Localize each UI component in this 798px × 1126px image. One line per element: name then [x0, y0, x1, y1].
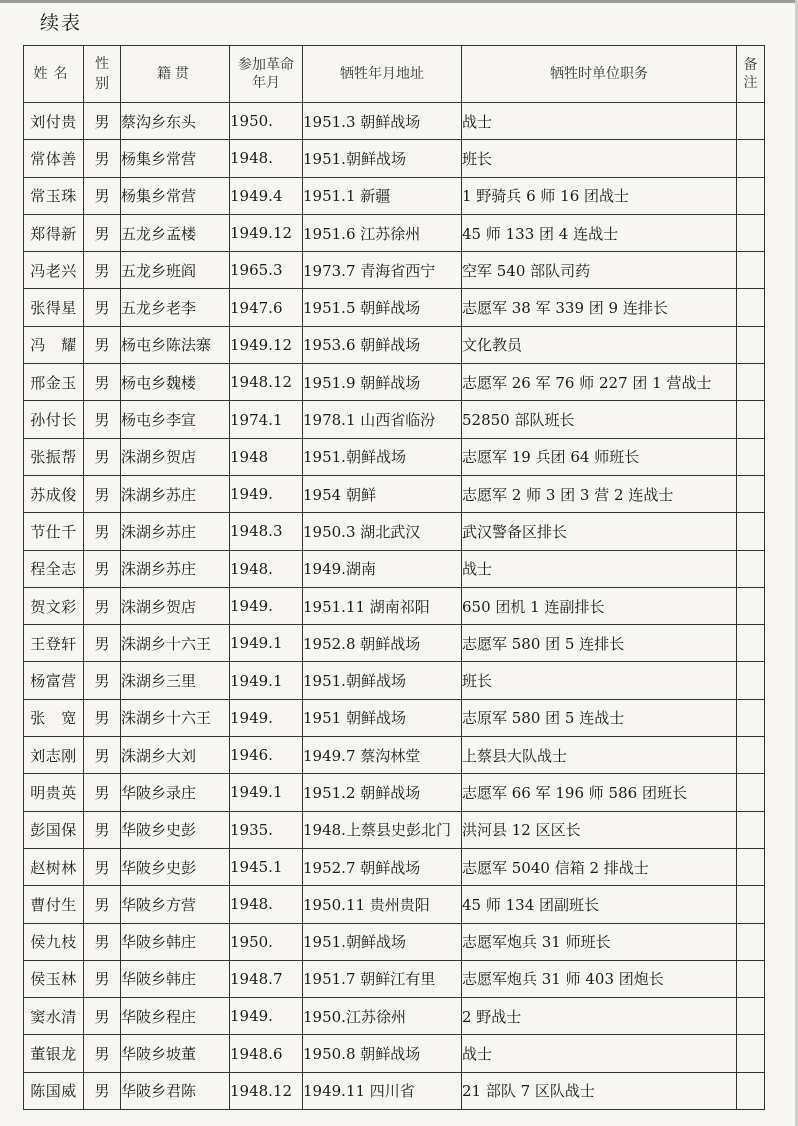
origin-cell: 洙湖乡苏庄 [121, 475, 230, 512]
name-cell: 明贵英 [24, 774, 84, 811]
note-cell [737, 438, 765, 475]
table-row [24, 960, 765, 997]
origin-cell: 洙湖乡苏庄 [121, 513, 230, 550]
table-row [24, 886, 765, 923]
name-cell: 苏成俊 [24, 475, 84, 512]
origin-cell: 五龙乡班阎 [121, 252, 230, 289]
died-cell: 1978.1 山西省临汾 [303, 401, 462, 438]
note-cell [737, 587, 765, 624]
gender-cell: 男 [84, 923, 121, 960]
gender-cell: 男 [84, 699, 121, 736]
table-row [24, 103, 765, 140]
joined-cell: 1949. [230, 587, 303, 624]
note-cell [737, 252, 765, 289]
note-cell [737, 214, 765, 251]
gender-cell: 男 [84, 1072, 121, 1109]
table-row [24, 848, 765, 885]
table-row [24, 513, 765, 550]
unit-cell: 战士 [462, 103, 737, 140]
table-row [24, 177, 765, 214]
joined-cell: 1965.3 [230, 252, 303, 289]
joined-cell: 1950. [230, 923, 303, 960]
gender-cell: 男 [84, 214, 121, 251]
note-cell [737, 140, 765, 177]
origin-cell: 洙湖乡十六王 [121, 699, 230, 736]
name-cell: 常体善 [24, 140, 84, 177]
gender-cell: 男 [84, 662, 121, 699]
note-cell [737, 1035, 765, 1072]
origin-cell: 蔡沟乡东头 [121, 103, 230, 140]
died-cell: 1951.1 新疆 [303, 177, 462, 214]
table-row [24, 699, 765, 736]
died-cell: 1949.湖南 [303, 550, 462, 587]
name-cell: 程全志 [24, 550, 84, 587]
gender-cell: 男 [84, 587, 121, 624]
name-cell: 刘付贵 [24, 103, 84, 140]
origin-cell: 华陂乡史彭 [121, 811, 230, 848]
name-cell: 侯玉林 [24, 960, 84, 997]
gender-cell: 男 [84, 475, 121, 512]
joined-cell: 1949.1 [230, 774, 303, 811]
died-cell: 1951.3 朝鲜战场 [303, 103, 462, 140]
unit-cell: 空军 540 部队司药 [462, 252, 737, 289]
note-cell [737, 811, 765, 848]
name-cell: 贺文彩 [24, 587, 84, 624]
gender-cell: 男 [84, 140, 121, 177]
table-row [24, 252, 765, 289]
note-cell [737, 998, 765, 1035]
joined-cell: 1949. [230, 475, 303, 512]
table-row [24, 401, 765, 438]
name-cell: 郑得新 [24, 214, 84, 251]
note-cell [737, 886, 765, 923]
origin-cell: 洙湖乡大刘 [121, 737, 230, 774]
origin-cell: 洙湖乡贺店 [121, 438, 230, 475]
origin-cell: 华陂乡程庄 [121, 998, 230, 1035]
note-cell [737, 923, 765, 960]
unit-cell: 志愿军 38 军 339 团 9 连排长 [462, 289, 737, 326]
died-cell: 1951.5 朝鲜战场 [303, 289, 462, 326]
unit-cell: 武汉警备区排长 [462, 513, 737, 550]
gender-cell: 男 [84, 513, 121, 550]
origin-cell: 杨屯乡陈法寨 [121, 326, 230, 363]
header-joined: 参加革命年月 [230, 46, 303, 103]
gender-cell: 男 [84, 550, 121, 587]
unit-cell: 战士 [462, 1035, 737, 1072]
unit-cell: 45 师 133 团 4 连战士 [462, 214, 737, 251]
gender-cell: 男 [84, 289, 121, 326]
note-cell [737, 177, 765, 214]
unit-cell: 战士 [462, 550, 737, 587]
joined-cell: 1947.6 [230, 289, 303, 326]
gender-cell: 男 [84, 326, 121, 363]
joined-cell: 1950. [230, 103, 303, 140]
joined-cell: 1948.6 [230, 1035, 303, 1072]
died-cell: 1950.11 贵州贵阳 [303, 886, 462, 923]
joined-cell: 1945.1 [230, 848, 303, 885]
note-cell [737, 625, 765, 662]
table-row [24, 1072, 765, 1109]
header-note: 备注 [737, 46, 765, 103]
origin-cell: 华陂乡君陈 [121, 1072, 230, 1109]
gender-cell: 男 [84, 848, 121, 885]
note-cell [737, 960, 765, 997]
table-row [24, 662, 765, 699]
origin-cell: 华陂乡坡董 [121, 1035, 230, 1072]
page-top-rule [0, 0, 798, 3]
died-cell: 1952.7 朝鲜战场 [303, 848, 462, 885]
died-cell: 1950.3 湖北武汉 [303, 513, 462, 550]
origin-cell: 华陂乡史彭 [121, 848, 230, 885]
died-cell: 1951 朝鲜战场 [303, 699, 462, 736]
died-cell: 1951.9 朝鲜战场 [303, 364, 462, 401]
note-cell [737, 848, 765, 885]
unit-cell: 班长 [462, 662, 737, 699]
table-row [24, 737, 765, 774]
origin-cell: 杨屯乡魏楼 [121, 364, 230, 401]
died-cell: 1951.7 朝鲜江有里 [303, 960, 462, 997]
header-unit: 牺牲时单位职务 [462, 46, 737, 103]
unit-cell: 志愿军炮兵 31 师班长 [462, 923, 737, 960]
note-cell [737, 513, 765, 550]
origin-cell: 洙湖乡苏庄 [121, 550, 230, 587]
name-cell: 杨富营 [24, 662, 84, 699]
unit-cell: 文化教员 [462, 326, 737, 363]
origin-cell: 五龙乡老李 [121, 289, 230, 326]
died-cell: 1951.6 江苏徐州 [303, 214, 462, 251]
name-cell: 邢金玉 [24, 364, 84, 401]
unit-cell: 650 团机 1 连副排长 [462, 587, 737, 624]
name-cell: 张 宽 [24, 699, 84, 736]
gender-cell: 男 [84, 774, 121, 811]
gender-cell: 男 [84, 364, 121, 401]
gender-cell: 男 [84, 811, 121, 848]
table-row [24, 438, 765, 475]
died-cell: 1951.朝鲜战场 [303, 438, 462, 475]
unit-cell: 班长 [462, 140, 737, 177]
joined-cell: 1949.1 [230, 662, 303, 699]
gender-cell: 男 [84, 737, 121, 774]
table-row [24, 326, 765, 363]
unit-cell: 志愿军 580 团 5 连排长 [462, 625, 737, 662]
joined-cell: 1948. [230, 140, 303, 177]
unit-cell: 上蔡县大队战士 [462, 737, 737, 774]
joined-cell: 1948.12 [230, 1072, 303, 1109]
note-cell [737, 401, 765, 438]
died-cell: 1951.朝鲜战场 [303, 662, 462, 699]
origin-cell: 华陂乡录庄 [121, 774, 230, 811]
gender-cell: 男 [84, 252, 121, 289]
note-cell [737, 364, 765, 401]
header-origin: 籍贯 [121, 46, 230, 103]
table-row [24, 998, 765, 1035]
name-cell: 冯老兴 [24, 252, 84, 289]
died-cell: 1953.6 朝鲜战场 [303, 326, 462, 363]
name-cell: 董银龙 [24, 1035, 84, 1072]
table-row [24, 289, 765, 326]
unit-cell: 志愿军 2 师 3 团 3 营 2 连战士 [462, 475, 737, 512]
unit-cell: 志愿军炮兵 31 师 403 团炮长 [462, 960, 737, 997]
died-cell: 1973.7 青海省西宁 [303, 252, 462, 289]
header-name: 姓名 [24, 46, 84, 103]
unit-cell: 45 师 134 团副班长 [462, 886, 737, 923]
table-row [24, 923, 765, 960]
unit-cell: 志愿军 19 兵团 64 师班长 [462, 438, 737, 475]
unit-cell: 52850 部队班长 [462, 401, 737, 438]
note-cell [737, 326, 765, 363]
name-cell: 王登轩 [24, 625, 84, 662]
joined-cell: 1949.4 [230, 177, 303, 214]
note-cell [737, 699, 765, 736]
table-row [24, 587, 765, 624]
joined-cell: 1949. [230, 998, 303, 1035]
joined-cell: 1946. [230, 737, 303, 774]
name-cell: 彭国保 [24, 811, 84, 848]
joined-cell: 1935. [230, 811, 303, 848]
gender-cell: 男 [84, 177, 121, 214]
name-cell: 曹付生 [24, 886, 84, 923]
header-gender: 性别 [84, 46, 121, 103]
joined-cell: 1974.1 [230, 401, 303, 438]
note-cell [737, 774, 765, 811]
unit-cell: 2 野战士 [462, 998, 737, 1035]
name-cell: 陈国威 [24, 1072, 84, 1109]
note-cell [737, 475, 765, 512]
joined-cell: 1948.12 [230, 364, 303, 401]
unit-cell: 志原军 580 团 5 连战士 [462, 699, 737, 736]
note-cell [737, 103, 765, 140]
died-cell: 1950.8 朝鲜战场 [303, 1035, 462, 1072]
unit-cell: 志愿军 26 军 76 师 227 团 1 营战士 [462, 364, 737, 401]
unit-cell: 志愿军 66 军 196 师 586 团班长 [462, 774, 737, 811]
gender-cell: 男 [84, 103, 121, 140]
unit-cell: 志愿军 5040 信箱 2 排战士 [462, 848, 737, 885]
died-cell: 1949.11 四川省 [303, 1072, 462, 1109]
died-cell: 1950.江苏徐州 [303, 998, 462, 1035]
header-died: 牺牲年月地址 [303, 46, 462, 103]
name-cell: 节仕千 [24, 513, 84, 550]
gender-cell: 男 [84, 960, 121, 997]
joined-cell: 1948 [230, 438, 303, 475]
name-cell: 常玉珠 [24, 177, 84, 214]
name-cell: 张得星 [24, 289, 84, 326]
roster-body [24, 103, 765, 1110]
note-cell [737, 1072, 765, 1109]
gender-cell: 男 [84, 438, 121, 475]
joined-cell: 1948.3 [230, 513, 303, 550]
note-cell [737, 662, 765, 699]
origin-cell: 华陂乡韩庄 [121, 923, 230, 960]
origin-cell: 华陂乡韩庄 [121, 960, 230, 997]
gender-cell: 男 [84, 998, 121, 1035]
table-row [24, 625, 765, 662]
origin-cell: 洙湖乡十六王 [121, 625, 230, 662]
header-row [24, 46, 765, 103]
died-cell: 1951.朝鲜战场 [303, 923, 462, 960]
name-cell: 刘志刚 [24, 737, 84, 774]
origin-cell: 洙湖乡贺店 [121, 587, 230, 624]
name-cell: 赵树林 [24, 848, 84, 885]
table-row [24, 811, 765, 848]
gender-cell: 男 [84, 401, 121, 438]
martyr-roster-table [23, 45, 765, 1110]
joined-cell: 1948. [230, 886, 303, 923]
table-row [24, 475, 765, 512]
unit-cell: 1 野骑兵 6 师 16 团战士 [462, 177, 737, 214]
name-cell: 孙付长 [24, 401, 84, 438]
gender-cell: 男 [84, 886, 121, 923]
joined-cell: 1949. [230, 699, 303, 736]
unit-cell: 洪河县 12 区区长 [462, 811, 737, 848]
died-cell: 1951.2 朝鲜战场 [303, 774, 462, 811]
table-row [24, 214, 765, 251]
table-row [24, 774, 765, 811]
joined-cell: 1949.12 [230, 326, 303, 363]
name-cell: 张振帮 [24, 438, 84, 475]
note-cell [737, 737, 765, 774]
note-cell [737, 289, 765, 326]
name-cell: 冯 耀 [24, 326, 84, 363]
died-cell: 1951.11 湖南祁阳 [303, 587, 462, 624]
gender-cell: 男 [84, 1035, 121, 1072]
origin-cell: 洙湖乡三里 [121, 662, 230, 699]
gender-cell: 男 [84, 625, 121, 662]
died-cell: 1951.朝鲜战场 [303, 140, 462, 177]
joined-cell: 1949.1 [230, 625, 303, 662]
died-cell: 1954 朝鲜 [303, 475, 462, 512]
died-cell: 1952.8 朝鲜战场 [303, 625, 462, 662]
table-row [24, 1035, 765, 1072]
name-cell: 侯九枝 [24, 923, 84, 960]
died-cell: 1948.上蔡县史彭北门 [303, 811, 462, 848]
table-row [24, 364, 765, 401]
joined-cell: 1948. [230, 550, 303, 587]
origin-cell: 杨集乡常营 [121, 140, 230, 177]
origin-cell: 华陂乡方营 [121, 886, 230, 923]
unit-cell: 21 部队 7 区队战士 [462, 1072, 737, 1109]
joined-cell: 1949.12 [230, 214, 303, 251]
page-title: 续表 [40, 12, 83, 34]
origin-cell: 杨集乡常营 [121, 177, 230, 214]
note-cell [737, 550, 765, 587]
origin-cell: 五龙乡孟楼 [121, 214, 230, 251]
table-row [24, 140, 765, 177]
died-cell: 1949.7 蔡沟林堂 [303, 737, 462, 774]
name-cell: 窦水清 [24, 998, 84, 1035]
joined-cell: 1948.7 [230, 960, 303, 997]
origin-cell: 杨屯乡李宣 [121, 401, 230, 438]
table-row [24, 550, 765, 587]
